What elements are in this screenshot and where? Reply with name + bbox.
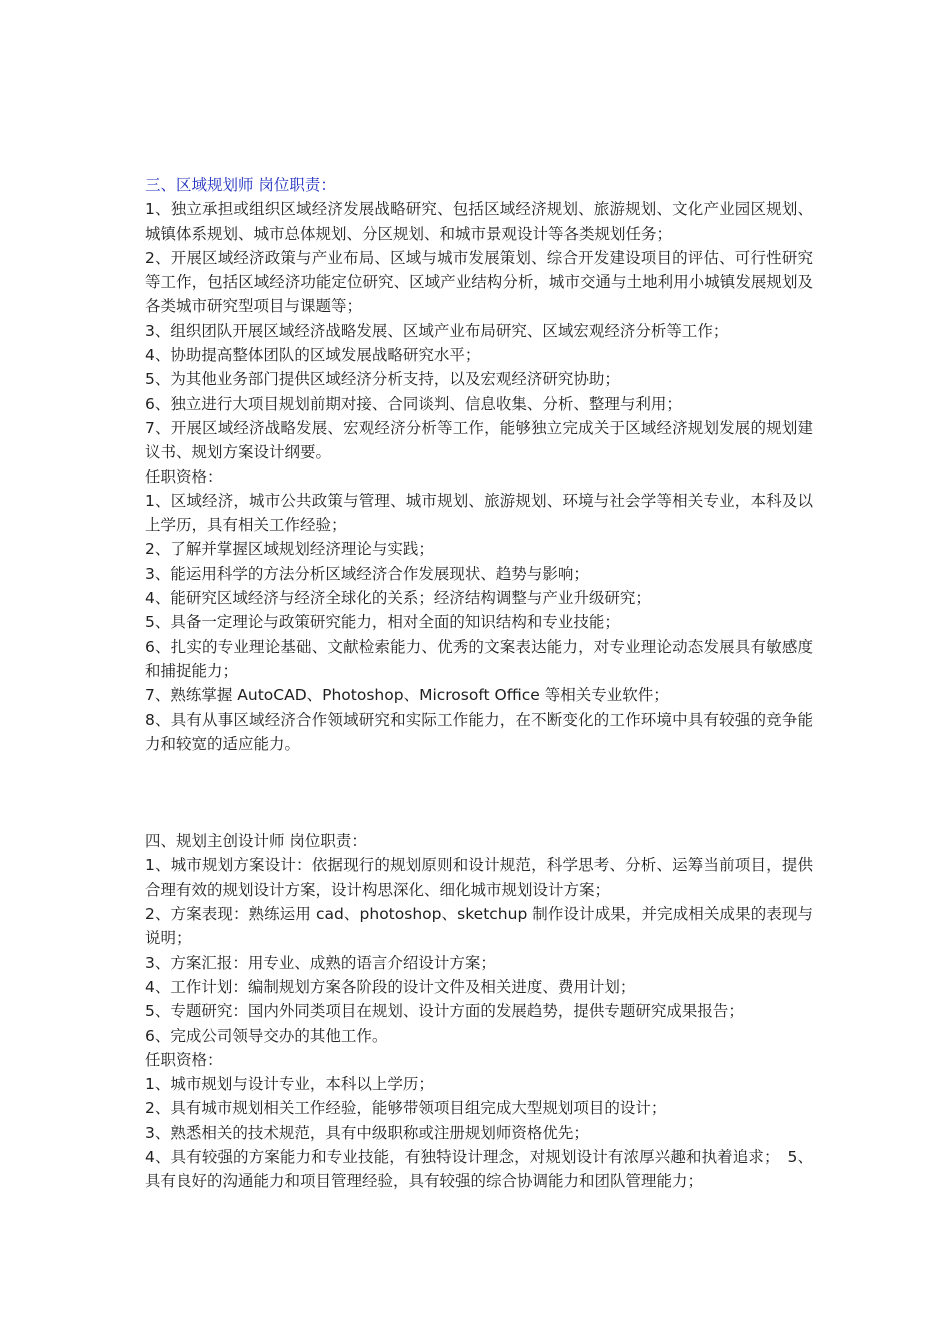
- section4-duty-6: 6、完成公司领导交办的其他工作。: [145, 1026, 388, 1045]
- section3-duty-1: 1、独立承担或组织区域经济发展战略研究、包括区域经济规划、旅游规划、文化产业园区规划、城镇体系规划、城市总体规划、分区规划、和城市景观设计等各类规划任务；: [145, 200, 813, 243]
- section3-duty-6: 6、独立进行大项目规划前期对接、合同谈判、信息收集、分析、整理与利用；: [145, 394, 682, 413]
- section3-qualification-title: 任职资格：: [145, 467, 223, 486]
- section4-duty-4: 4、工作计划：编制规划方案各阶段的设计文件及相关进度、费用计划；: [145, 977, 636, 996]
- section4-qualification-1: 1、城市规划与设计专业，本科以上学历；: [145, 1075, 434, 1094]
- section4-qualification-3: 3、熟悉相关的技术规范，具有中级职称或注册规划师资格优先；: [145, 1123, 589, 1142]
- section4-qualification-4: 4、具有较强的方案能力和专业技能，有独特设计理念，对规划设计有浓厚兴趣和执着追求； 5、具有良好的沟通能力和项目管理经验，具有较强的综合协调能力和团队管理能力；: [145, 1147, 813, 1191]
- section3-duty-4: 4、协助提高整体团队的区域发展战略研究水平；: [145, 346, 481, 365]
- section3-duty-5: 5、为其他业务部门提供区域经济分析支持，以及宏观经济研究协助；: [145, 370, 620, 389]
- section3-qualification-1: 1、区域经济，城市公共政策与管理、城市规划、旅游规划、环境与社会学等相关专业，本科及以上学历，具有相关工作经验；: [145, 491, 813, 535]
- section-spacer: [145, 756, 813, 829]
- section3-duty-2: 2、开展区域经济政策与产业布局、区域与城市发展策划、综合开发建设项目的评估、可行性研究等工作，包括区域经济功能定位研究、区域产业结构分析，城市交通与土地利用小城镇发展规划及各类城市研究型项目与课题等；: [145, 248, 813, 316]
- section3-qualification-2: 2、了解并掌握区域规划经济理论与实践；: [145, 540, 434, 559]
- section4-qualification-title: 任职资格：: [145, 1050, 223, 1069]
- section3-qualification-7: 7、熟练掌握 AutoCAD、Photoshop、Microsoft Office 等相关专业软件；: [145, 686, 669, 705]
- section3-duty-3: 3、组织团队开展区域经济战略发展、区域产业布局研究、区域宏观经济分析等工作；: [145, 321, 729, 340]
- section4-duty-3: 3、方案汇报：用专业、成熟的语言介绍设计方案；: [145, 953, 496, 972]
- section3-qualification-4: 4、能研究区域经济与经济全球化的关系；经济结构调整与产业升级研究；: [145, 589, 651, 608]
- section3-duty-7: 7、开展区域经济战略发展、宏观经济分析等工作，能够独立完成关于区域经济规划发展的规划建议书、规划方案设计纲要。: [145, 418, 813, 462]
- section3-qualification-6: 6、扎实的专业理论基础、文献检索能力、优秀的文案表达能力，对专业理论动态发展具有敏感度和捕捉能力；: [145, 637, 813, 680]
- section3-qualification-3: 3、能运用科学的方法分析区域经济合作发展现状、趋势与影响；: [145, 564, 589, 583]
- section4-qualification-2: 2、具有城市规划相关工作经验，能够带领项目组完成大型规划项目的设计；: [145, 1099, 667, 1118]
- section4-duty-5: 5、专题研究：国内外同类项目在规划、设计方面的发展趋势，提供专题研究成果报告；: [145, 1002, 744, 1021]
- section4-duty-2: 2、方案表现：熟练运用 cad、photoshop、sketchup 制作设计成果，并完成相关成果的表现与说明；: [145, 905, 813, 948]
- section4-title: 四、规划主创设计师 岗位职责：: [145, 832, 367, 851]
- section3-qualification-5: 5、具备一定理论与政策研究能力，相对全面的知识结构和专业技能；: [145, 613, 620, 632]
- document-page: [145, 173, 813, 1194]
- section4-duty-1: 1、城市规划方案设计：依据现行的规划原则和设计规范，科学思考、分析、运筹当前项目，提供合理有效的规划设计方案，设计构思深化、细化城市规划设计方案；: [145, 856, 813, 899]
- section3-title: 三、区域规划师 岗位职责：: [145, 176, 336, 194]
- section3-qualification-8: 8、具有从事区域经济合作领域研究和实际工作能力，在不断变化的工作环境中具有较强的竞争能力和较宽的适应能力。: [145, 710, 813, 753]
